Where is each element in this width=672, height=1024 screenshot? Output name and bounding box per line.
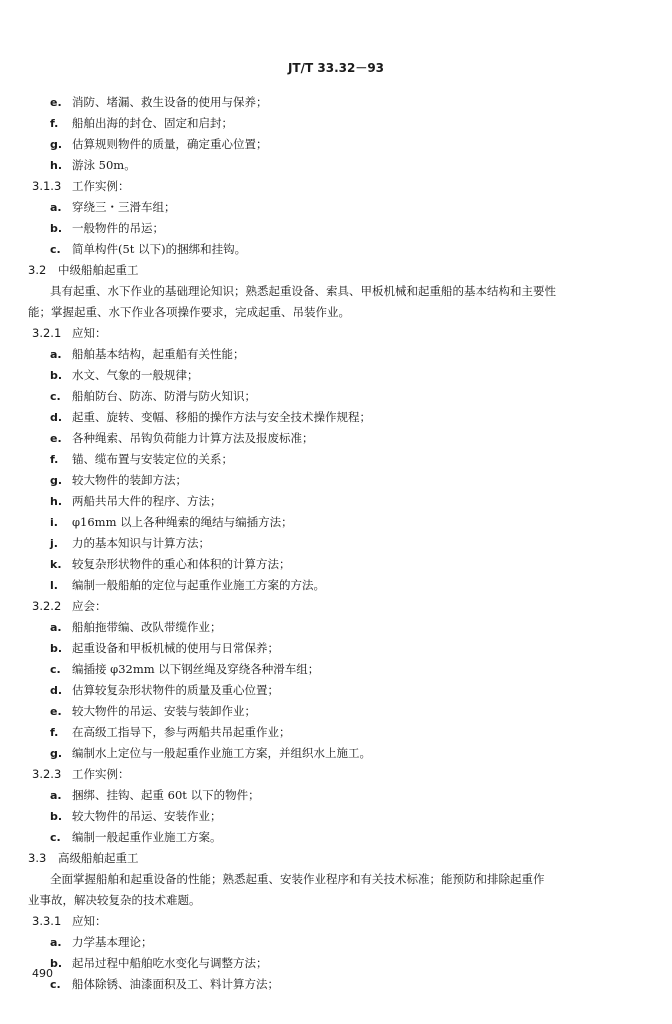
- section-title: 工作实例：: [72, 767, 130, 781]
- item-label: g.: [50, 138, 63, 151]
- item-label: b.: [50, 810, 63, 823]
- item-label: e.: [50, 432, 62, 445]
- item-text: 船体除锈、油漆面积及工、料计算方法；: [72, 977, 279, 991]
- item-text: 力的基本知识与计算方法；: [72, 536, 210, 550]
- list-item: [50, 433, 314, 445]
- item-label: b.: [50, 642, 63, 655]
- item-text: 起重、旋转、变幅、移船的操作方法与安全技术操作规程；: [72, 410, 371, 424]
- list-item: [50, 622, 222, 634]
- list-item: [50, 832, 222, 844]
- list-item: [50, 223, 164, 235]
- item-text: 起重设备和甲板机械的使用与日常保养；: [72, 641, 279, 655]
- item-label: f.: [50, 726, 59, 739]
- page-header: JT/T 33.32－93: [287, 61, 385, 75]
- item-label: c.: [50, 390, 61, 403]
- list-item: [50, 517, 293, 529]
- item-text: 编制一般船舶的定位与起重作业施工方案的方法。: [72, 578, 325, 592]
- item-text: φ16mm 以上各种绳索的绳结与编插方法；: [72, 515, 293, 529]
- list-item: [50, 748, 371, 760]
- item-label: d.: [50, 411, 63, 424]
- section-title: 工作实例：: [72, 179, 130, 193]
- list-item: [50, 727, 291, 739]
- list-item: [50, 160, 136, 172]
- list-item: [50, 643, 279, 655]
- item-label: e.: [50, 705, 62, 718]
- item-text: 较复杂形状物件的重心和体积的计算方法；: [72, 557, 291, 571]
- list-item: [50, 685, 279, 697]
- item-text: 在高级工指导下，参与两船共吊起重作业；: [72, 725, 291, 739]
- paragraph-line: 具有起重、水下作业的基础理论知识；熟悉起重设备、索具、甲板机械和起重船的基本结构和主要性: [50, 284, 556, 298]
- item-label: k.: [50, 558, 62, 571]
- section-heading: [32, 601, 107, 613]
- list-item: [50, 790, 260, 802]
- section-number: 3.3: [28, 851, 47, 865]
- item-text: 较大物件的吊运、安装作业；: [72, 809, 222, 823]
- section-heading: [28, 265, 139, 277]
- section-heading: [32, 328, 107, 340]
- item-label: c.: [50, 831, 61, 844]
- item-label: a.: [50, 348, 62, 361]
- item-text: 捆绑、挂钩、起重 60t 以下的物件；: [72, 788, 260, 802]
- item-text: 两船共吊大件的程序、方法；: [72, 494, 222, 508]
- item-text: 游泳 50m。: [72, 158, 136, 172]
- list-item: [50, 370, 199, 382]
- item-text: 一般物件的吊运；: [72, 221, 164, 235]
- list-item: [50, 118, 233, 130]
- paragraph-line: 能；掌握起重、水下作业各项操作要求，完成起重、吊装作业。: [28, 305, 350, 319]
- list-item: [50, 559, 291, 571]
- item-text: 各种绳索、吊钩负荷能力计算方法及报废标准；: [72, 431, 314, 445]
- item-label: g.: [50, 747, 63, 760]
- item-label: c.: [50, 663, 61, 676]
- item-text: 力学基本理论；: [72, 935, 153, 949]
- list-item: [50, 202, 176, 214]
- item-label: b.: [50, 957, 63, 970]
- item-label: h.: [50, 159, 63, 172]
- list-item: [50, 475, 187, 487]
- list-item: [50, 811, 222, 823]
- list-item: [50, 496, 222, 508]
- item-label: a.: [50, 621, 62, 634]
- item-text: 穿绕三・三滑车组；: [72, 200, 176, 214]
- section-title: 应知：: [72, 326, 107, 340]
- item-label: i.: [50, 516, 58, 529]
- list-item: [50, 706, 256, 718]
- item-text: 编制水上定位与一般起重作业施工方案，并组织水上施工。: [72, 746, 371, 760]
- item-text: 船舶出海的封仓、固定和启封；: [72, 116, 233, 130]
- item-text: 起吊过程中船舶吃水变化与调整方法；: [72, 956, 268, 970]
- list-item: [50, 580, 325, 592]
- item-label: h.: [50, 495, 63, 508]
- list-item: [50, 349, 245, 361]
- item-label: d.: [50, 684, 63, 697]
- item-label: g.: [50, 474, 63, 487]
- list-item: [50, 664, 319, 676]
- item-label: c.: [50, 978, 61, 991]
- item-label: f.: [50, 117, 59, 130]
- item-text: 消防、堵漏、救生设备的使用与保养；: [72, 95, 268, 109]
- item-text: 编插接 φ32mm 以下钢丝绳及穿绕各种滑车组；: [72, 662, 320, 676]
- item-text: 较大物件的装卸方法；: [72, 473, 187, 487]
- item-label: j.: [50, 537, 58, 550]
- item-label: b.: [50, 369, 63, 382]
- list-item: [50, 979, 279, 991]
- section-number: 3.2.1: [32, 326, 62, 340]
- item-label: a.: [50, 936, 62, 949]
- item-text: 船舶拖带编、改队带缆作业；: [72, 620, 222, 634]
- section-number: 3.1.3: [32, 179, 62, 193]
- list-item: [50, 412, 371, 424]
- item-text: 估算规则物件的质量，确定重心位置；: [72, 137, 268, 151]
- item-text: 船舶防台、防冻、防滑与防火知识；: [72, 389, 256, 403]
- page-number: 490: [32, 967, 53, 980]
- section-title: 中级船舶起重工: [58, 263, 139, 277]
- section-title: 应会：: [72, 599, 107, 613]
- section-heading: [32, 916, 107, 928]
- item-label: a.: [50, 201, 62, 214]
- item-label: f.: [50, 453, 59, 466]
- item-label: a.: [50, 789, 62, 802]
- item-text: 估算较复杂形状物件的质量及重心位置；: [72, 683, 279, 697]
- list-item: [50, 391, 256, 403]
- section-title: 高级船舶起重工: [58, 851, 139, 865]
- item-label: b.: [50, 222, 63, 235]
- item-label: l.: [50, 579, 58, 592]
- section-heading: [32, 181, 130, 193]
- section-title: 应知：: [72, 914, 107, 928]
- item-label: c.: [50, 243, 61, 256]
- item-text: 锚、缆布置与安装定位的关系；: [72, 452, 233, 466]
- section-number: 3.3.1: [32, 914, 62, 928]
- list-item: [50, 139, 268, 151]
- list-item: [50, 244, 246, 256]
- list-item: [50, 454, 233, 466]
- section-number: 3.2: [28, 263, 47, 277]
- paragraph-line: 全面掌握船舶和起重设备的性能；熟悉起重、安装作业程序和有关技术标准；能预防和排除起重作: [50, 872, 545, 886]
- item-text: 船舶基本结构，起重船有关性能；: [72, 347, 245, 361]
- list-item: [50, 97, 268, 109]
- list-item: [50, 937, 153, 949]
- item-text: 编制一般起重作业施工方案。: [72, 830, 222, 844]
- item-text: 较大物件的吊运、安装与装卸作业；: [72, 704, 256, 718]
- section-number: 3.2.2: [32, 599, 62, 613]
- section-heading: [32, 769, 130, 781]
- section-heading: [28, 853, 139, 865]
- paragraph-line: 业事故，解决较复杂的技术难题。: [28, 893, 201, 907]
- item-text: 简单构件(5t 以下)的捆绑和挂钩。: [72, 242, 247, 256]
- section-number: 3.2.3: [32, 767, 62, 781]
- item-label: e.: [50, 96, 62, 109]
- item-text: 水文、气象的一般规律；: [72, 368, 199, 382]
- list-item: [50, 958, 268, 970]
- list-item: [50, 538, 210, 550]
